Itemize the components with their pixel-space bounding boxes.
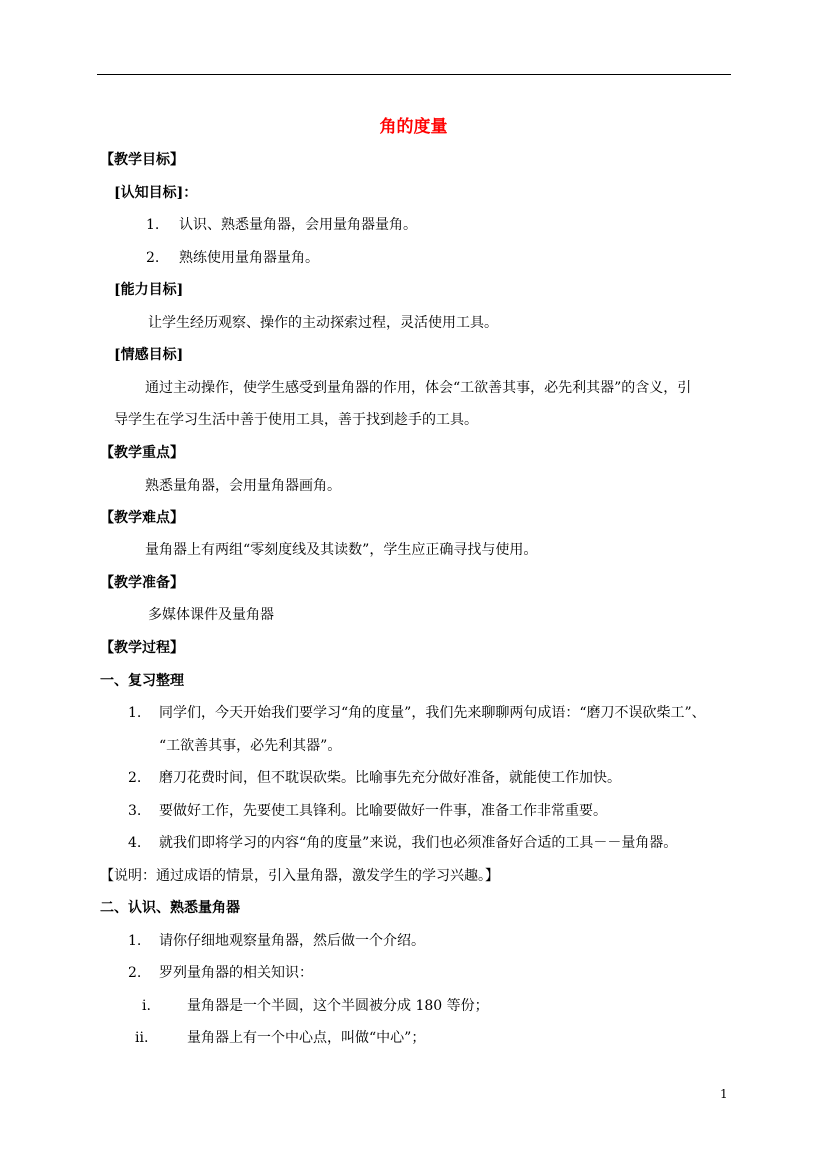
section-heading: 一、复习整理	[100, 673, 184, 689]
list-item-text: “工欲善其事，必先利其器”。	[159, 738, 342, 754]
sublist-item-text: 量角器上有一个中心点，叫做“中心”；	[187, 1030, 426, 1046]
paragraph: 通过主动操作，使学生感受到量角器的作用，体会“工欲善其事，必先利其器”的含义，引	[145, 380, 692, 396]
list-number: 2.	[128, 965, 142, 981]
sublist-number: i.	[142, 998, 151, 1014]
section-heading: 二、认识、熟悉量角器	[100, 900, 240, 916]
list-number: 1.	[128, 705, 142, 721]
paragraph: 熟悉量角器，会用量角器画角。	[145, 478, 341, 494]
paragraph: 让学生经历观察、操作的主动探索过程，灵活使用工具。	[148, 315, 498, 331]
list-number: 1.	[128, 933, 142, 949]
section-heading: 【教学目标】	[100, 152, 184, 168]
list-item-text: 熟练使用量角器量角。	[179, 250, 319, 266]
list-number: 1.	[146, 217, 160, 233]
header-rule	[97, 74, 731, 75]
list-number: 4.	[128, 835, 142, 851]
subheading: [情感目标]	[114, 347, 184, 363]
paragraph-continuation: 导学生在学习生活中善于使用工具，善于找到趁手的工具。	[114, 412, 478, 428]
section-heading: 【教学准备】	[100, 575, 184, 591]
sublist-item-text: 量角器是一个半圆，这个半圆被分成 180 等份；	[187, 998, 489, 1014]
subheading: [能力目标]	[114, 282, 184, 298]
sublist-number: ii.	[135, 1030, 149, 1046]
section-heading: 【教学过程】	[100, 640, 184, 656]
list-item-text: 就我们即将学习的内容“角的度量”来说，我们也必须准备好合适的工具－－量角器。	[159, 835, 678, 851]
page-title: 角的度量	[379, 117, 448, 137]
section-heading: 【教学难点】	[100, 510, 184, 526]
list-item-text: 请你仔细地观察量角器，然后做一个介绍。	[159, 933, 425, 949]
note: 【说明：通过成语的情景，引入量角器，激发学生的学习兴趣。】	[100, 868, 499, 884]
list-number: 3.	[128, 803, 142, 819]
paragraph: 多媒体课件及量角器	[148, 607, 274, 623]
paragraph: 量角器上有两组“零刻度线及其读数”，学生应正确寻找与使用。	[145, 542, 538, 558]
list-item-text: 要做好工作，先要使工具锋利。比喻要做好一件事，准备工作非常重要。	[159, 803, 607, 819]
list-item-text: 磨刀花费时间，但不耽误砍柴。比喻事先充分做好准备，就能使工作加快。	[159, 770, 621, 786]
list-number: 2.	[146, 250, 160, 266]
list-number: 2.	[128, 770, 142, 786]
list-item-text: 同学们，今天开始我们要学习“角的度量”，我们先来聊聊两句成语：“磨刀不误砍柴工”、	[159, 705, 706, 721]
list-item-text: 罗列量角器的相关知识：	[159, 965, 313, 981]
list-item-text: 认识、熟悉量角器，会用量角器量角。	[179, 217, 417, 233]
page-number: 1	[720, 1087, 728, 1101]
subheading: [认知目标]：	[114, 185, 198, 201]
section-heading: 【教学重点】	[100, 445, 184, 461]
